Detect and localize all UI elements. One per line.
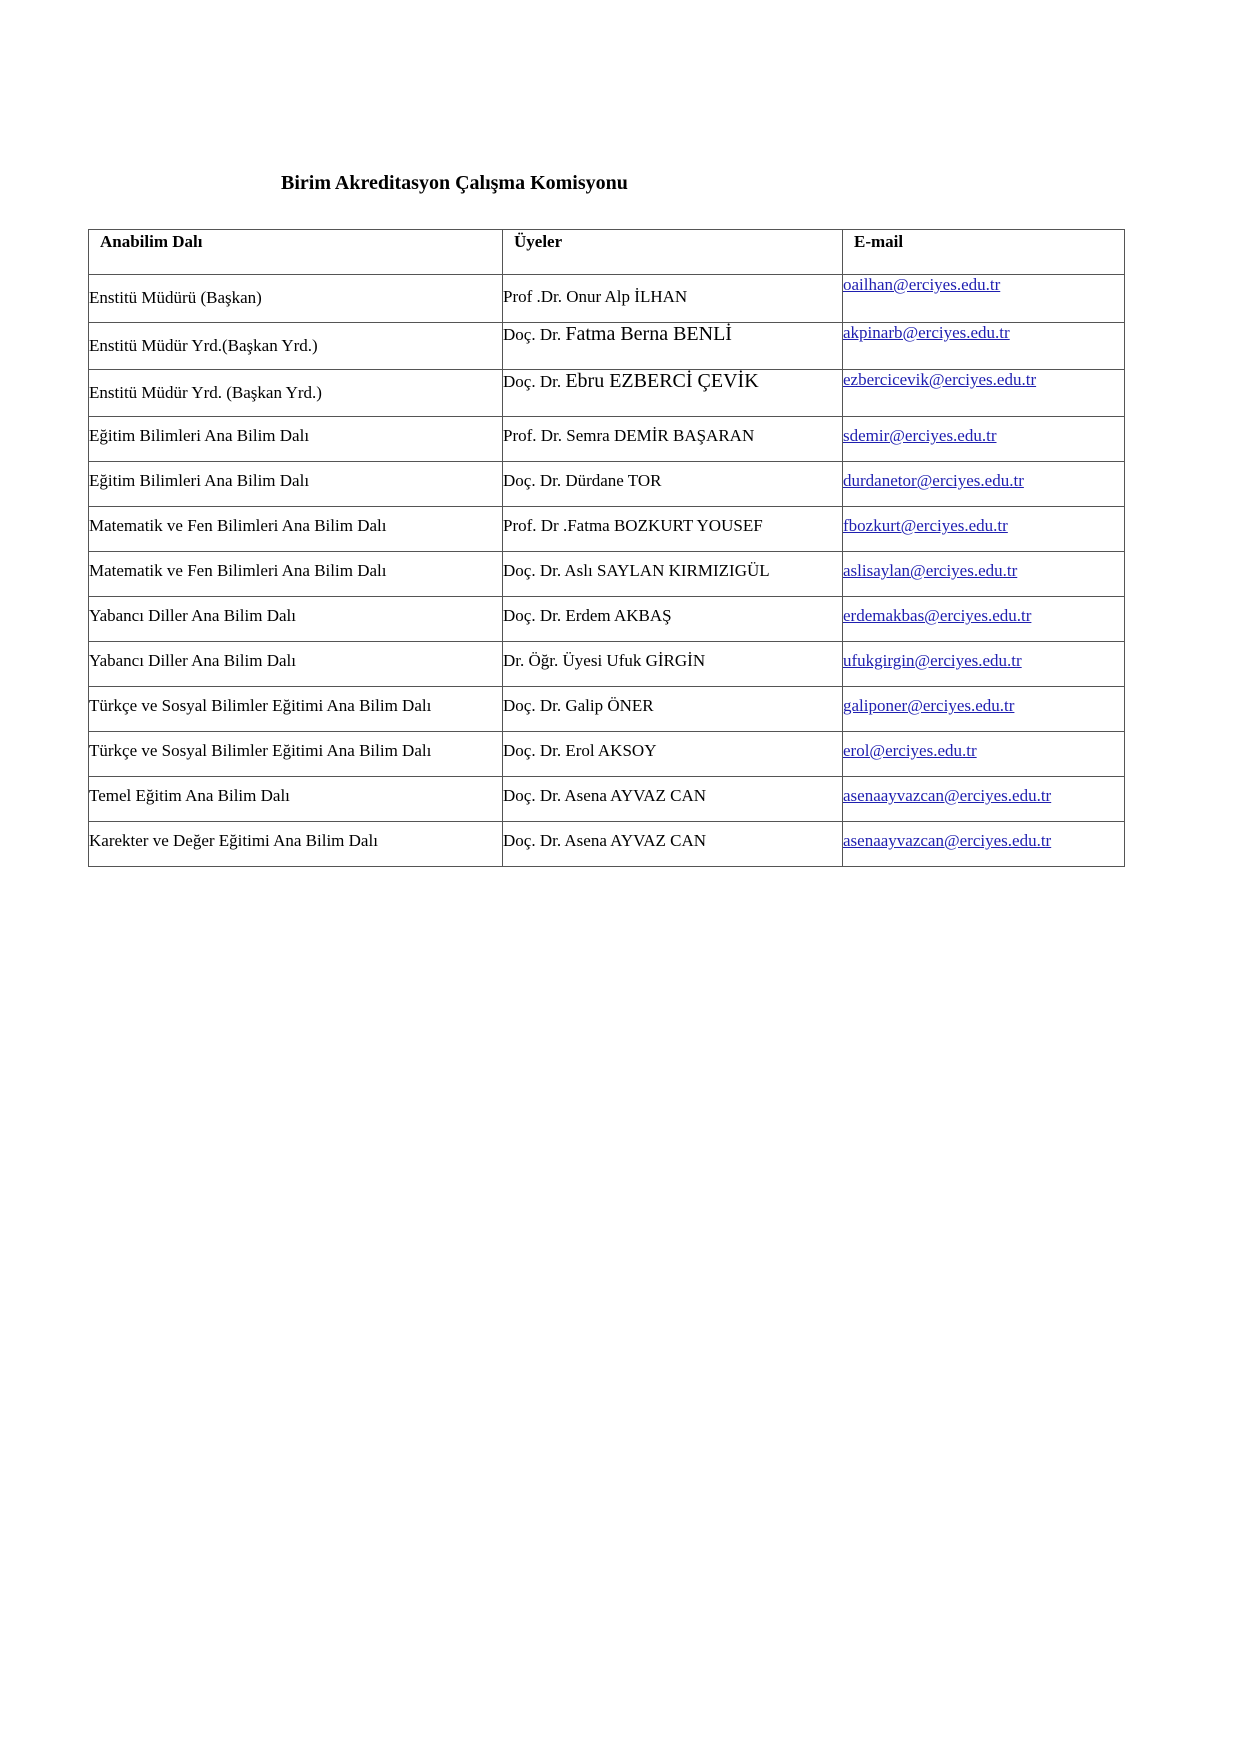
department-cell	[89, 552, 503, 597]
department-text: Eğitim Bilimleri Ana Bilim Dalı	[89, 471, 310, 490]
member-title: Dr. Öğr. Üyesi	[503, 651, 603, 670]
member-name: Onur Alp İLHAN	[566, 287, 688, 306]
department-text: Matematik ve Fen Bilimleri Ana Bilim Dalı	[89, 516, 387, 535]
member-name: Aslı SAYLAN KIRMIZIGÜL	[564, 561, 770, 580]
member-title: Prof. Dr	[503, 516, 559, 535]
table-row	[89, 275, 1125, 323]
member-title: Prof .Dr.	[503, 287, 563, 306]
email-cell	[843, 777, 1125, 822]
department-cell	[89, 822, 503, 867]
email-link[interactable]: akpinarb@erciyes.edu.tr	[843, 323, 1010, 342]
member-title: Doç. Dr.	[503, 372, 562, 391]
table-row	[89, 597, 1125, 642]
table-row	[89, 687, 1125, 732]
member-cell	[503, 462, 843, 507]
email-link[interactable]: durdanetor@erciyes.edu.tr	[843, 471, 1024, 490]
department-cell	[89, 275, 503, 323]
department-cell	[89, 370, 503, 417]
member-title: Doç. Dr.	[503, 741, 566, 760]
email-link[interactable]: erol@erciyes.edu.tr	[843, 741, 977, 760]
email-cell	[843, 462, 1125, 507]
email-cell	[843, 552, 1125, 597]
email-cell	[843, 323, 1125, 370]
member-cell	[503, 275, 843, 323]
department-cell	[89, 462, 503, 507]
member-cell	[503, 822, 843, 867]
member-name: Fatma Berna BENLİ	[565, 323, 732, 345]
table-row	[89, 552, 1125, 597]
email-link[interactable]: ufukgirgin@erciyes.edu.tr	[843, 651, 1022, 670]
table-row	[89, 732, 1125, 777]
department-text: Yabancı Diller Ana Bilim Dalı	[89, 606, 296, 625]
member-cell	[503, 597, 843, 642]
department-cell	[89, 642, 503, 687]
member-name: Galip ÖNER	[565, 696, 654, 715]
email-cell	[843, 822, 1125, 867]
member-title: Doç. Dr.	[503, 471, 562, 490]
member-title: Doç. Dr.	[503, 786, 562, 805]
department-text: Karekter ve Değer Eğitimi Ana Bilim Dalı	[89, 831, 378, 850]
member-name: .Fatma BOZKURT YOUSEF	[562, 516, 763, 535]
department-cell	[89, 597, 503, 642]
department-text: Yabancı Diller Ana Bilim Dalı	[89, 651, 296, 670]
header-email: E-mail	[843, 230, 1125, 275]
member-title: Doç. Dr.	[503, 325, 562, 344]
email-cell	[843, 507, 1125, 552]
email-cell	[843, 732, 1125, 777]
email-link[interactable]: aslisaylan@erciyes.edu.tr	[843, 561, 1018, 580]
department-text: Enstitü Müdür Yrd.(Başkan Yrd.)	[89, 336, 318, 355]
member-name: Asena AYVAZ CAN	[564, 831, 707, 850]
department-cell	[89, 777, 503, 822]
member-name: Erol AKSOY	[565, 741, 657, 760]
table-row	[89, 323, 1125, 370]
department-cell	[89, 417, 503, 462]
header-members: Üyeler	[503, 230, 843, 275]
email-cell	[843, 417, 1125, 462]
member-cell	[503, 323, 843, 370]
department-text: Matematik ve Fen Bilimleri Ana Bilim Dalı	[89, 561, 387, 580]
table-header-row	[89, 230, 1125, 275]
member-cell	[503, 417, 843, 462]
member-name: Ufuk GİRGİN	[606, 651, 706, 670]
email-link[interactable]: ezbercicevik@erciyes.edu.tr	[843, 370, 1037, 389]
table-row	[89, 642, 1125, 687]
table-row	[89, 417, 1125, 462]
email-cell	[843, 687, 1125, 732]
member-title: Prof. Dr.	[503, 426, 563, 445]
department-text: Eğitim Bilimleri Ana Bilim Dalı	[89, 426, 310, 445]
table-row	[89, 822, 1125, 867]
member-cell	[503, 642, 843, 687]
table-row	[89, 462, 1125, 507]
member-name: Asena AYVAZ CAN	[564, 786, 707, 805]
member-cell	[503, 732, 843, 777]
department-text: Enstitü Müdür Yrd. (Başkan Yrd.)	[89, 383, 322, 402]
member-cell	[503, 777, 843, 822]
email-cell	[843, 370, 1125, 417]
email-link[interactable]: erdemakbas@erciyes.edu.tr	[843, 606, 1032, 625]
member-name: Ebru EZBERCİ ÇEVİK	[565, 370, 759, 392]
header-department: Anabilim Dalı	[89, 230, 503, 275]
member-cell	[503, 687, 843, 732]
committee-table	[88, 229, 1125, 867]
member-cell	[503, 552, 843, 597]
email-cell	[843, 275, 1125, 323]
email-cell	[843, 597, 1125, 642]
email-link[interactable]: oailhan@erciyes.edu.tr	[843, 275, 1001, 294]
department-cell	[89, 323, 503, 370]
table-row	[89, 777, 1125, 822]
page-title: Birim Akreditasyon Çalışma Komisyonu	[281, 172, 628, 194]
department-text: Enstitü Müdürü (Başkan)	[89, 288, 262, 307]
department-cell	[89, 507, 503, 552]
member-title: Doç. Dr.	[503, 696, 562, 715]
member-cell	[503, 507, 843, 552]
department-text: Türkçe ve Sosyal Bilimler Eğitimi Ana Bilim Dalı	[89, 696, 432, 715]
email-cell	[843, 642, 1125, 687]
email-link[interactable]: sdemir@erciyes.edu.tr	[843, 426, 997, 445]
member-name: Dürdane TOR	[565, 471, 662, 490]
table-row	[89, 507, 1125, 552]
table-row	[89, 370, 1125, 417]
department-cell	[89, 687, 503, 732]
department-text: Temel Eğitim Ana Bilim Dalı	[89, 786, 290, 805]
member-name: Semra DEMİR BAŞARAN	[566, 426, 755, 445]
email-link[interactable]: galiponer@erciyes.edu.tr	[843, 696, 1015, 715]
email-link[interactable]: fbozkurt@erciyes.edu.tr	[843, 516, 1008, 535]
member-title: Doç. Dr.	[503, 606, 562, 625]
member-cell	[503, 370, 843, 417]
member-name: Erdem AKBAŞ	[565, 606, 672, 625]
department-cell	[89, 732, 503, 777]
department-text: Türkçe ve Sosyal Bilimler Eğitimi Ana Bilim Dalı	[89, 741, 432, 760]
member-title: Doç. Dr.	[503, 831, 562, 850]
member-title: Doç. Dr.	[503, 561, 562, 580]
email-link[interactable]: asenaayvazcan@erciyes.edu.tr	[843, 786, 1052, 805]
email-link[interactable]: asenaayvazcan@erciyes.edu.tr	[843, 831, 1052, 850]
